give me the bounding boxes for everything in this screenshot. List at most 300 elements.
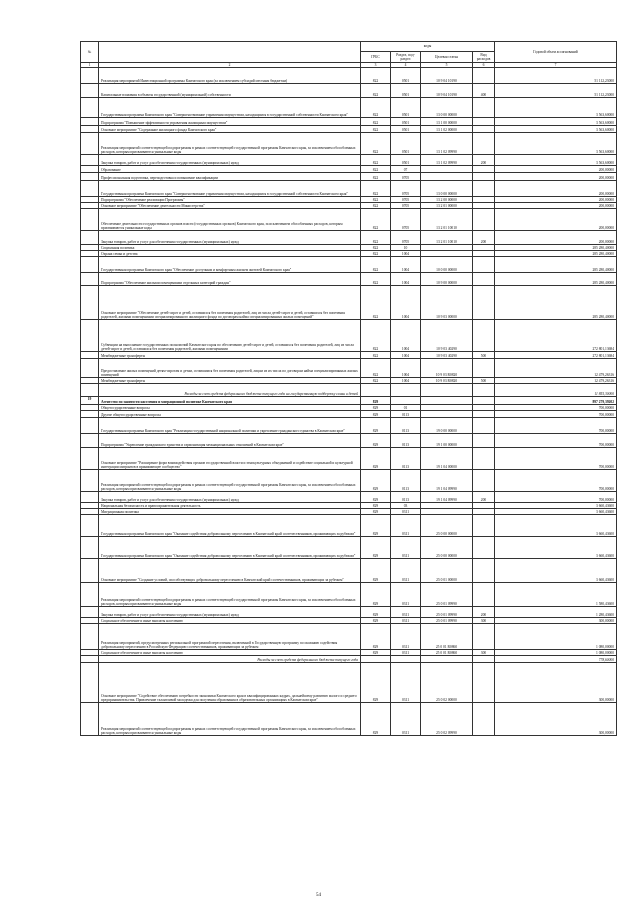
row-amount: 3 563,60000	[495, 133, 617, 155]
row-grbs: 822	[361, 352, 391, 359]
row-section: 1004	[391, 286, 421, 320]
row-grbs: 822	[361, 84, 391, 98]
row-type: 200	[473, 155, 495, 166]
row-type	[473, 448, 495, 470]
row-amount: 3 660,43600	[495, 559, 617, 583]
row-amount: 12 479,26316	[495, 378, 617, 384]
row-name: Агентство по занятости населения и миграционной политике Камчатского края	[99, 397, 361, 405]
row-target: 25 0 01 00000	[421, 559, 473, 583]
row-amount: 700,00000	[495, 448, 617, 470]
column-number: 5	[421, 63, 473, 68]
row-target: 19 1 04 09990	[421, 492, 473, 503]
row-type: 200	[473, 231, 495, 245]
header-name	[99, 42, 361, 63]
row-target: 13 1 00 00000	[421, 118, 473, 126]
row-number	[81, 384, 99, 397]
row-type	[473, 320, 495, 352]
row-target: 13 2 01 10010	[421, 209, 473, 231]
row-target: 10 9 03 R0820	[421, 378, 473, 384]
row-target: 13 2 00 00000	[421, 197, 473, 203]
row-number	[81, 126, 99, 133]
header-section: Раздел, под-раздел	[391, 52, 421, 63]
row-number	[81, 583, 99, 607]
row-amount: 200,00000	[495, 203, 617, 209]
row-number	[81, 352, 99, 359]
row-name: Государственная программа Камчатского края "Реализация государственной национальной политики и укрепление гражданского единства в Камчатском крае"	[99, 418, 361, 434]
row-target: 25 0 02 00000	[421, 663, 473, 703]
row-amount: 285 280,40000	[495, 286, 617, 320]
row-target: 19 1 04 09990	[421, 470, 473, 492]
row-section: 0501	[391, 133, 421, 155]
row-number	[81, 624, 99, 650]
row-amount: 51 112,23000	[495, 68, 617, 84]
row-type: 200	[473, 607, 495, 618]
row-name: Расходы за счет средств федерального бюджета текущего года	[99, 656, 361, 663]
row-target: 13 1 02 00000	[421, 126, 473, 133]
row-type	[473, 537, 495, 559]
row-type	[473, 68, 495, 84]
row-amount: 200,00000	[495, 197, 617, 203]
row-amount: 200,00000	[495, 173, 617, 181]
row-number	[81, 537, 99, 559]
row-type	[473, 286, 495, 320]
row-type	[473, 515, 495, 537]
row-number	[81, 359, 99, 378]
row-name: Национальная безопасность и правоохранительная деятельность	[99, 503, 361, 509]
row-grbs: 829	[361, 663, 391, 703]
row-amount: 700,00000	[495, 470, 617, 492]
row-type	[473, 434, 495, 448]
row-grbs: 829	[361, 509, 391, 515]
row-target: 25 0 01 09990	[421, 583, 473, 607]
row-target: 19 1 04 00000	[421, 448, 473, 470]
row-section: 1004	[391, 251, 421, 257]
row-target: 10 9 03 40290	[421, 352, 473, 359]
row-type	[473, 126, 495, 133]
row-amount: 700,00000	[495, 418, 617, 434]
table-body	[81, 68, 617, 736]
row-grbs: 822	[361, 286, 391, 320]
row-target	[421, 384, 473, 397]
row-name: Реализация мероприятий соответствующей подпрограммы в рамках соответствующей государственной программы Камчатского края, за исключением обособленных расходов, которым присваиваются уникальные коды	[99, 470, 361, 492]
table-row	[81, 663, 617, 703]
row-type	[473, 98, 495, 118]
row-amount: 3 563,60000	[495, 98, 617, 118]
row-name: Подпрограмма "Обеспечение жилыми помещениями отдельных категорий граждан"	[99, 273, 361, 286]
row-grbs: 822	[361, 378, 391, 384]
row-grbs: 822	[361, 231, 391, 245]
row-target: 13 0 00 00000	[421, 181, 473, 197]
row-name: Расходы за счет средств федерального бюджета текущего года на государственную поддержку семьи и детей	[99, 384, 361, 397]
row-name: Государственная программа Камчатского края "Обеспечение доступным и комфортным жильем жителей Камчатского края"	[99, 257, 361, 273]
row-target: 25 0 00 00000	[421, 515, 473, 537]
row-target: 10 9 04 10190	[421, 68, 473, 84]
row-type	[473, 257, 495, 273]
table-row	[81, 397, 617, 405]
row-name: Подпрограмма "Укрепление гражданского единства и гармонизация межнациональных отношений в Камчатском крае"	[99, 434, 361, 448]
row-name: Социальное обеспечение и иные выплаты населению	[99, 618, 361, 624]
row-grbs: 822	[361, 203, 391, 209]
row-grbs: 829	[361, 397, 391, 405]
row-grbs: 822	[361, 68, 391, 84]
row-grbs: 829	[361, 537, 391, 559]
row-name: Реализация мероприятий, предусмотренных региональной программой переселения, включенной в Государственную программу по оказанию содействия добровольному переселению в Российскую Федерацию соотечественников, проживающих за рубежом	[99, 624, 361, 650]
table-row	[81, 173, 617, 181]
row-section	[391, 656, 421, 663]
header-num: №	[81, 42, 99, 63]
row-name: Подпрограмма "Повышение эффективности управления жилищным имуществом"	[99, 118, 361, 126]
table-row	[81, 286, 617, 320]
row-name: Государственная программа Камчатского края "Совершенствование управления имуществом, находящимся в государственной собственности Камчатского края"	[99, 181, 361, 197]
row-section: 0311	[391, 618, 421, 624]
row-section: 0311	[391, 509, 421, 515]
row-amount: 3 660,43600	[495, 509, 617, 515]
row-section: 0113	[391, 418, 421, 434]
row-number	[81, 515, 99, 537]
table-row	[81, 257, 617, 273]
row-amount: 285 280,40000	[495, 251, 617, 257]
row-section: 1004	[391, 359, 421, 378]
row-amount: 12 479,26316	[495, 359, 617, 378]
row-type	[473, 118, 495, 126]
row-name: Предоставление жилых помещений детям-сиротам и детям, оставшимся без попечения родителей, лицам из их числа по договорам найма специализированных жилых помещений	[99, 359, 361, 378]
row-section	[391, 384, 421, 397]
row-section: 0705	[391, 181, 421, 197]
row-grbs: 829	[361, 434, 391, 448]
row-amount: 200,00000	[495, 209, 617, 231]
row-target: 10 9 03 R0820	[421, 359, 473, 378]
row-target: 25 0 01 09990	[421, 607, 473, 618]
row-type	[473, 583, 495, 607]
row-type	[473, 359, 495, 378]
row-section: 0501	[391, 84, 421, 98]
row-number	[81, 84, 99, 98]
row-amount: 3 660,43600	[495, 503, 617, 509]
row-grbs: 822	[361, 209, 391, 231]
row-grbs: 829	[361, 492, 391, 503]
row-name: Основное мероприятие "Обеспечение деятельности Министерства"	[99, 203, 361, 209]
row-amount: 300,00000	[495, 618, 617, 624]
row-grbs: 829	[361, 470, 391, 492]
table-header	[81, 42, 617, 68]
row-section: 03	[391, 503, 421, 509]
row-name: Миграционная политика	[99, 509, 361, 515]
row-grbs: 829	[361, 559, 391, 583]
row-grbs: 829	[361, 405, 391, 411]
row-name: Закупка товаров, работ и услуг для обеспечения государственных (муниципальных) нужд	[99, 155, 361, 166]
row-grbs: 822	[361, 181, 391, 197]
row-target: 10 0 00 00000	[421, 257, 473, 273]
table-row	[81, 126, 617, 133]
row-grbs: 829	[361, 650, 391, 656]
row-number	[81, 320, 99, 352]
table-row	[81, 181, 617, 197]
row-number	[81, 434, 99, 448]
row-section: 0311	[391, 607, 421, 618]
row-target: 10 9 03 40290	[421, 320, 473, 352]
row-name: Межбюджетные трансферты	[99, 378, 361, 384]
table-row	[81, 118, 617, 126]
row-name: Государственная программа Камчатского края "Совершенствование управления имуществом, находящимся в государственной собственности Камчатского края"	[99, 98, 361, 118]
row-name: Обеспечение деятельности государственных органов власти (государственных органов) Камчатского края, за исключением обособленных расходов, которым присваиваются уникальные коды	[99, 209, 361, 231]
row-grbs: 822	[361, 118, 391, 126]
row-section: 1004	[391, 320, 421, 352]
budget-table	[80, 41, 617, 736]
page-number: 54	[316, 893, 321, 898]
table-row	[81, 537, 617, 559]
row-target: 25 0 01 R0860	[421, 650, 473, 656]
row-amount: 285 280,40000	[495, 257, 617, 273]
row-number	[81, 173, 99, 181]
row-section: 0705	[391, 173, 421, 181]
row-target: 13 2 01 10010	[421, 231, 473, 245]
row-grbs: 829	[361, 418, 391, 434]
row-grbs: 822	[361, 98, 391, 118]
table-row	[81, 418, 617, 434]
row-type: 300	[473, 650, 495, 656]
row-name: Государственная программа Камчатского края "Оказание содействия добровольному переселению в Камчатский край соотечественников, проживающих за рубежом"	[99, 515, 361, 537]
row-section: 0311	[391, 583, 421, 607]
row-amount: 897 279,39202	[495, 397, 617, 405]
row-target: 19 0 00 00000	[421, 418, 473, 434]
row-number	[81, 470, 99, 492]
row-number	[81, 492, 99, 503]
row-amount: 3 563,60000	[495, 155, 617, 166]
row-grbs: 829	[361, 583, 391, 607]
table-row	[81, 470, 617, 492]
row-name: Реализация мероприятий Инвестиционной программы Камчатского края (за исключением субсидий местным бюджетам)	[99, 68, 361, 84]
column-number: 4	[391, 63, 421, 68]
row-type	[473, 209, 495, 231]
row-name: Другие общегосударственные вопросы	[99, 411, 361, 418]
row-target: 19 1 00 00000	[421, 434, 473, 448]
row-grbs: 829	[361, 515, 391, 537]
row-amount: 778,60000	[495, 656, 617, 663]
row-number	[81, 418, 99, 434]
row-name: Закупка товаров, работ и услуг для обеспечения государственных (муниципальных) нужд	[99, 607, 361, 618]
row-name: Социальная политика	[99, 245, 361, 251]
row-amount: 3 660,43600	[495, 515, 617, 537]
row-amount: 272 801,13684	[495, 320, 617, 352]
row-name: Профессиональная подготовка, переподготовка и повышение квалификации	[99, 173, 361, 181]
row-type	[473, 411, 495, 418]
table-row	[81, 320, 617, 352]
table-row	[81, 434, 617, 448]
row-name: Закупка товаров, работ и услуг для обеспечения государственных (муниципальных) нужд	[99, 231, 361, 245]
row-amount: 700,00000	[495, 434, 617, 448]
row-number	[81, 559, 99, 583]
row-target: 25 0 01 09990	[421, 618, 473, 624]
row-name: Подпрограмма "Обеспечение реализации Программы"	[99, 197, 361, 203]
row-section: 0501	[391, 126, 421, 133]
row-amount: 700,00000	[495, 411, 617, 418]
row-amount: 300,00000	[495, 703, 617, 736]
row-number	[81, 155, 99, 166]
row-amount: 200,00000	[495, 166, 617, 173]
table-row	[81, 231, 617, 245]
row-target: 13 0 00 00000	[421, 98, 473, 118]
row-target: 13 2 01 00000	[421, 203, 473, 209]
row-type	[473, 470, 495, 492]
row-target: 10 9 04 10190	[421, 84, 473, 98]
row-section: 0311	[391, 559, 421, 583]
row-number	[81, 133, 99, 155]
row-number	[81, 607, 99, 618]
row-section: 0311	[391, 515, 421, 537]
row-grbs: 829	[361, 503, 391, 509]
row-grbs: 822	[361, 166, 391, 173]
table-row	[81, 273, 617, 286]
row-type	[473, 384, 495, 397]
row-grbs: 829	[361, 448, 391, 470]
row-number	[81, 656, 99, 663]
row-type	[473, 166, 495, 173]
row-section	[391, 397, 421, 405]
row-number	[81, 257, 99, 273]
row-section: 10	[391, 245, 421, 251]
row-target	[421, 166, 473, 173]
table-row	[81, 411, 617, 418]
table-row	[81, 352, 617, 359]
row-section: 1004	[391, 273, 421, 286]
table-row	[81, 703, 617, 736]
row-type: 500	[473, 352, 495, 359]
row-type	[473, 397, 495, 405]
row-section: 0311	[391, 663, 421, 703]
row-amount: 1 080,00000	[495, 624, 617, 650]
row-amount: 300,00000	[495, 663, 617, 703]
row-number	[81, 411, 99, 418]
row-section: 0311	[391, 650, 421, 656]
row-type	[473, 181, 495, 197]
table-row	[81, 209, 617, 231]
table-row	[81, 583, 617, 607]
row-amount: 3 660,43600	[495, 537, 617, 559]
row-target	[421, 411, 473, 418]
row-number	[81, 273, 99, 286]
row-amount: 285 280,40000	[495, 273, 617, 286]
row-type	[473, 656, 495, 663]
row-target: 13 1 02 09990	[421, 155, 473, 166]
row-type: 500	[473, 378, 495, 384]
row-grbs: 822	[361, 251, 391, 257]
table-row	[81, 155, 617, 166]
row-amount: 272 801,13684	[495, 352, 617, 359]
row-number	[81, 68, 99, 84]
row-type	[473, 624, 495, 650]
row-number	[81, 98, 99, 118]
column-number: 1	[81, 63, 99, 68]
row-target: 25 0 01 R0860	[421, 624, 473, 650]
row-grbs: 822	[361, 245, 391, 251]
row-target	[421, 173, 473, 181]
row-section: 0501	[391, 68, 421, 84]
row-target: 10 9 00 00000	[421, 273, 473, 286]
row-grbs: 822	[361, 273, 391, 286]
row-amount: 700,00000	[495, 405, 617, 411]
row-grbs: 829	[361, 624, 391, 650]
row-section: 0311	[391, 624, 421, 650]
row-type	[473, 133, 495, 155]
row-section: 0113	[391, 411, 421, 418]
row-grbs: 822	[361, 173, 391, 181]
row-section: 01	[391, 405, 421, 411]
header-target: Целевая статья	[421, 52, 473, 63]
row-section: 0113	[391, 470, 421, 492]
column-number: 6	[473, 63, 495, 68]
table-row	[81, 68, 617, 84]
row-section: 1004	[391, 378, 421, 384]
row-name: Основное мероприятие "Содержание жилищного фонда Камчатского края"	[99, 126, 361, 133]
row-amount: 285 280,40000	[495, 245, 617, 251]
row-section: 0113	[391, 448, 421, 470]
row-grbs	[361, 656, 391, 663]
row-section: 0113	[391, 492, 421, 503]
row-section: 0705	[391, 197, 421, 203]
row-amount: 200,00000	[495, 231, 617, 245]
header-amount: Годовой объем ассигнований	[495, 42, 617, 63]
row-section: 1004	[391, 352, 421, 359]
row-name: Реализация мероприятий соответствующей подпрограммы в рамках соответствующей государственной программы Камчатского края, за исключением обособленных расходов, которым присваиваются уникальные коды	[99, 703, 361, 736]
row-section: 0501	[391, 155, 421, 166]
row-section: 0501	[391, 118, 421, 126]
row-name: Основное мероприятие "Создание условий, способствующих добровольному переселению в Камчатский край соотечественников, проживающих за рубежом"	[99, 559, 361, 583]
row-type	[473, 703, 495, 736]
row-amount: 51 112,23000	[495, 84, 617, 98]
row-number	[81, 286, 99, 320]
row-section: 0705	[391, 231, 421, 245]
row-type	[473, 418, 495, 434]
row-target: 10 9 03 00000	[421, 286, 473, 320]
row-section: 0705	[391, 209, 421, 231]
row-number	[81, 209, 99, 231]
row-amount: 1 080,00000	[495, 650, 617, 656]
table-row	[81, 359, 617, 378]
table-row	[81, 384, 617, 397]
row-name: Реализация мероприятий соответствующей подпрограммы в рамках соответствующей государственной программы Камчатского края, за исключением обособленных расходов, которым присваиваются уникальные коды	[99, 133, 361, 155]
row-target: 25 0 02 09990	[421, 703, 473, 736]
row-section: 07	[391, 166, 421, 173]
row-grbs: 822	[361, 359, 391, 378]
table-row	[81, 607, 617, 618]
row-name: Основное мероприятие "Обеспечение детей-сирот и детей, оставшихся без попечения родителей, лиц из числа детей-сирот и детей, оставшихся без попечения родителей, жилыми помещениями специализированного жилищного фонда по договорам найма специализированных жилых помещений"	[99, 286, 361, 320]
row-amount: 3 563,60000	[495, 118, 617, 126]
row-name: Общегосударственные вопросы	[99, 405, 361, 411]
table-row	[81, 98, 617, 118]
row-amount: 1 580,43600	[495, 583, 617, 607]
row-name: Закупка товаров, работ и услуг для обеспечения государственных (муниципальных) нужд	[99, 492, 361, 503]
row-grbs: 822	[361, 320, 391, 352]
row-grbs: 829	[361, 618, 391, 624]
row-name: Субвенции на выполнение государственных полномочий Камчатского края по обеспечению детей-сирот и детей, оставшихся без попечения родителей, лиц из числа детей-сирот и детей, оставшихся без попечения родителей, жилыми помещениями	[99, 320, 361, 352]
row-section: 0113	[391, 434, 421, 448]
row-grbs: 829	[361, 703, 391, 736]
row-name: Межбюджетные трансферты	[99, 352, 361, 359]
table-row	[81, 656, 617, 663]
row-name: Охрана семьи и детства	[99, 251, 361, 257]
row-number	[81, 448, 99, 470]
row-name: Основное мероприятие "Расширение форм взаимодействия органов государственной власти и этнокультурных объединений и содействие социальной и культурной интеграции мигрантов в принимающее сообщество"	[99, 448, 361, 470]
row-name: Капитальные вложения в объекты государственной (муниципальной) собственности	[99, 84, 361, 98]
row-grbs: 822	[361, 155, 391, 166]
table-row	[81, 448, 617, 470]
row-number	[81, 231, 99, 245]
row-section: 0705	[391, 203, 421, 209]
row-type	[473, 559, 495, 583]
row-name: Основное мероприятие "Содействие обеспечению потребности экономики Камчатского края в квалифицированных кадрах, дальнейшему развитию малого и среднего предпринимательства. Привлечение талантливой молодежи для получения образования в образовательных организациях в Камчатском крае"	[99, 663, 361, 703]
row-section: 0311	[391, 703, 421, 736]
row-section: 0311	[391, 537, 421, 559]
